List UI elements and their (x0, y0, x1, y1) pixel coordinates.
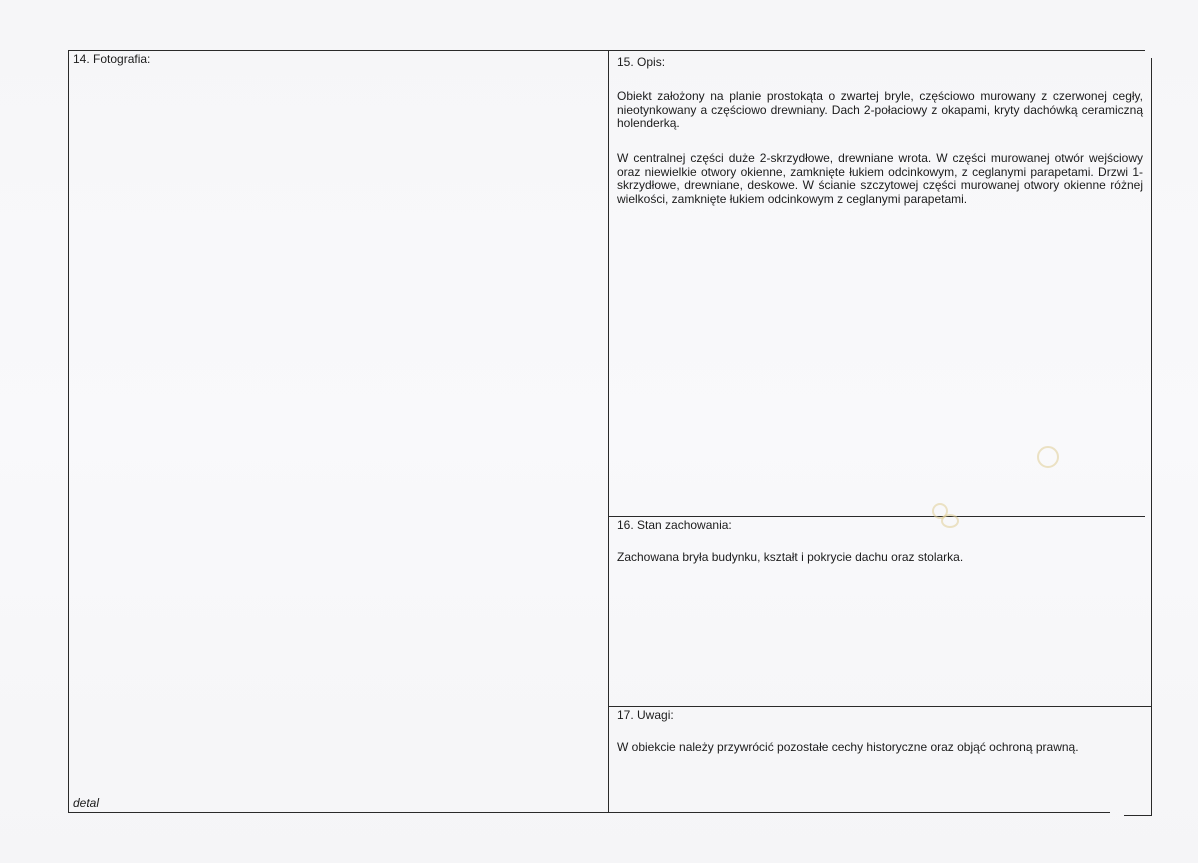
table-right-border (1151, 58, 1152, 816)
table-left-border (68, 50, 69, 813)
row-divider-remarks (608, 706, 1151, 707)
remarks-section-label: 17. Uwagi: (617, 708, 674, 722)
scan-stain (1037, 446, 1059, 468)
table-top-border (68, 50, 1145, 51)
photo-section-label: 14. Fotografia: (73, 52, 151, 66)
condition-section-label: 16. Stan zachowania: (617, 518, 732, 532)
description-paragraph-1: Obiekt założony na planie prostokąta o zwartej bryle, częściowo murowany z czerwonej cegły, nieotynkowany a częściowo drewniany. Dach 2-połaciowy z okapami, kryty dachówką ceramiczną holenderką. (617, 89, 1143, 130)
photo-caption: detal (73, 796, 100, 810)
table-bottom-border (68, 812, 1110, 813)
description-section-label: 15. Opis: (617, 55, 666, 69)
row-divider-condition (608, 516, 1145, 517)
description-paragraph-2: W centralnej części duże 2-skrzydłowe, drewniane wrota. W części murowanej otwór wejściowy oraz niewielkie otwory okienne, zamknięte łukiem odcinkowym, z ceglanymi parapetami. Drzwi 1-skrzydłowe, drewniane, deskowe. W ścianie szczytowej części murowanej otwory okienne różnej wielkości, zamknięte łukiem odcinkowym z ceglanymi parapetami. (617, 151, 1143, 206)
scan-stain (941, 514, 959, 528)
table-bottom-border-right (1124, 815, 1152, 816)
column-divider (608, 50, 609, 813)
remarks-text: W obiekcie należy przywrócić pozostałe cechy historyczne oraz objąć ochroną prawną. (617, 740, 1079, 754)
condition-text: Zachowana bryła budynku, kształt i pokrycie dachu oraz stolarka. (617, 550, 964, 564)
